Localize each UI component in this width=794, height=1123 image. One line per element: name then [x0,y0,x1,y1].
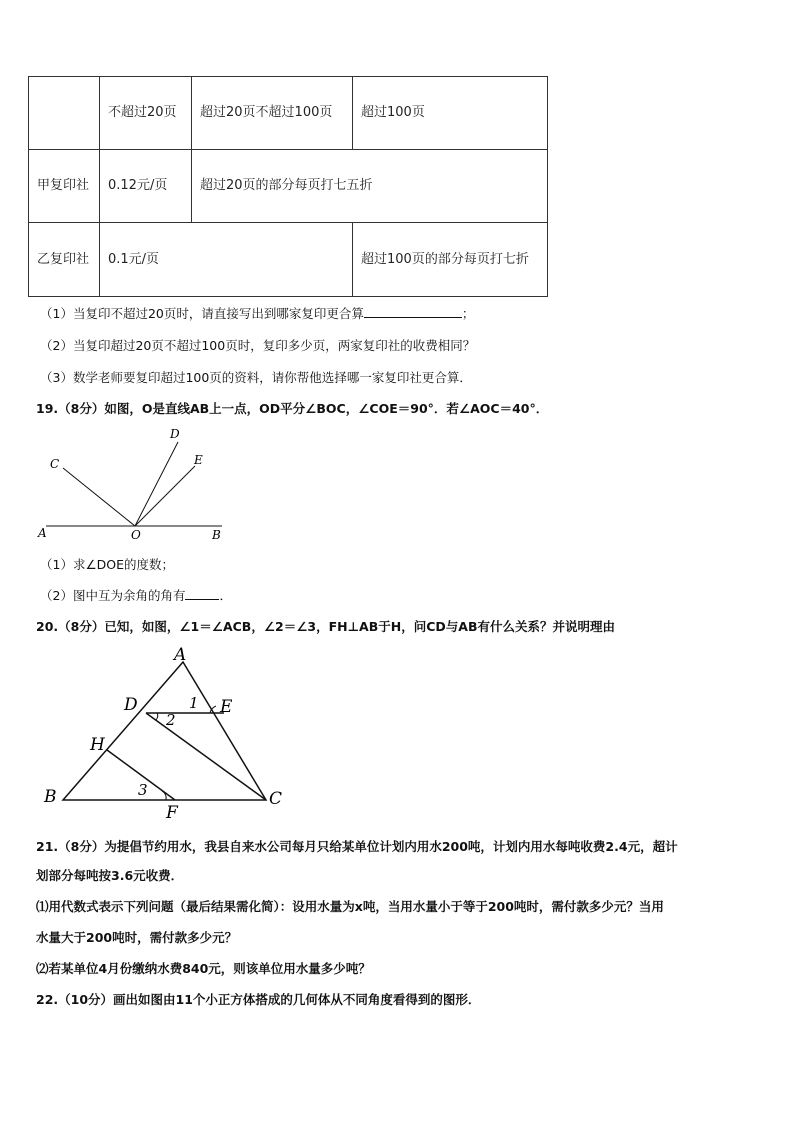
label-o: O [131,528,141,542]
table-cell: 超过20页的部分每页打七五折 [192,150,548,223]
label-b: B [212,528,221,542]
q21-line5: ⑵若某单位4月份缴纳水费840元，则该单位用水量多少吨？ [36,961,371,976]
label-c: C [50,457,60,471]
table-header-cell: 超过20页不超过100页 [192,77,353,150]
table-cell: 0.12元/页 [100,150,192,223]
table-header-cell: 超过100页 [353,77,548,150]
answer-blank [364,305,462,318]
label-a: A [174,645,187,665]
q19-stem: 19.（8分）如图，O是直线AB上一点，OD平分∠BOC，∠COE＝90°．若∠AOC＝40°． [36,401,549,416]
q19-angle-figure [30,420,230,545]
table-header-row [29,77,548,150]
q21-line1: 21.（8分）为提倡节约用水，我县自来水公司每月只给某单位计划内用水200吨，计划内用水每吨收费2.4元，超计 [36,839,678,854]
label-b: B [44,787,57,807]
q19-part1: （1）求∠DOE的度数； [40,557,175,572]
q18-part2: （2）当复印超过20页不超过100页时，复印多少页，两家复印社的收费相同？ [40,338,476,353]
label-h: H [90,735,105,755]
row-label-jia: 甲复印社 [29,150,100,223]
q21-line3: ⑴用代数式表示下列问题（最后结果需化简）：设用水量为x吨，当用水量小于等于200吨时，需付款多少元？当用 [36,899,664,914]
table-cell: 0.1元/页 [100,223,353,297]
label-a: A [38,526,47,540]
table-row [29,223,548,297]
triangle-abc [63,662,266,800]
q21-line4: 水量大于200吨时，需付款多少元？ [36,930,238,945]
label-angle-3: 3 [138,781,148,799]
segment-dc [146,713,266,800]
q20-triangle-figure [40,640,300,820]
angle-2-arc [156,713,158,720]
answer-blank [185,587,219,600]
q22-line1: 22.（10分）画出如图由11个小正方体搭成的几何体从不同角度看得到的图形． [36,992,481,1007]
label-e: E [220,697,233,717]
table-cell: 超过100页的部分每页打七折 [353,223,548,297]
label-c: C [269,789,283,809]
table-row [29,150,548,223]
pricing-table [28,76,548,297]
q19-part2-text: （2）图中互为余角的角有 [40,588,186,603]
table-cell [29,77,100,150]
table-header-cell: 不超过20页 [100,77,192,150]
ray-od [135,442,178,526]
label-d: D [124,695,138,715]
ray-oc [63,468,135,526]
q19-part2 [40,586,232,604]
q18-part1-text: （1）当复印不超过20页时，请直接写出到哪家复印更合算 [40,306,364,321]
q18-part1 [40,304,474,322]
q21-line2: 划部分每吨按3.6元收费． [36,868,184,883]
label-angle-2: 2 [166,711,176,729]
label-f: F [166,803,178,820]
row-label-yi: 乙复印社 [29,223,100,297]
label-e: E [194,453,203,467]
label-d: D [170,427,180,441]
ray-oe [135,466,195,526]
q20-stem: 20.（8分）已知，如图，∠1＝∠ACB，∠2＝∠3，FH⊥AB于H，问CD与AB有什么关系？并说明理由 [36,619,615,634]
q19-part2-end: ． [219,588,232,603]
label-angle-1: 1 [189,694,199,712]
q18-part3: （3）数学老师要复印超过100页的资料，请你帮他选择哪一家复印社更合算． [40,370,472,385]
q18-part1-end: ； [461,306,475,321]
